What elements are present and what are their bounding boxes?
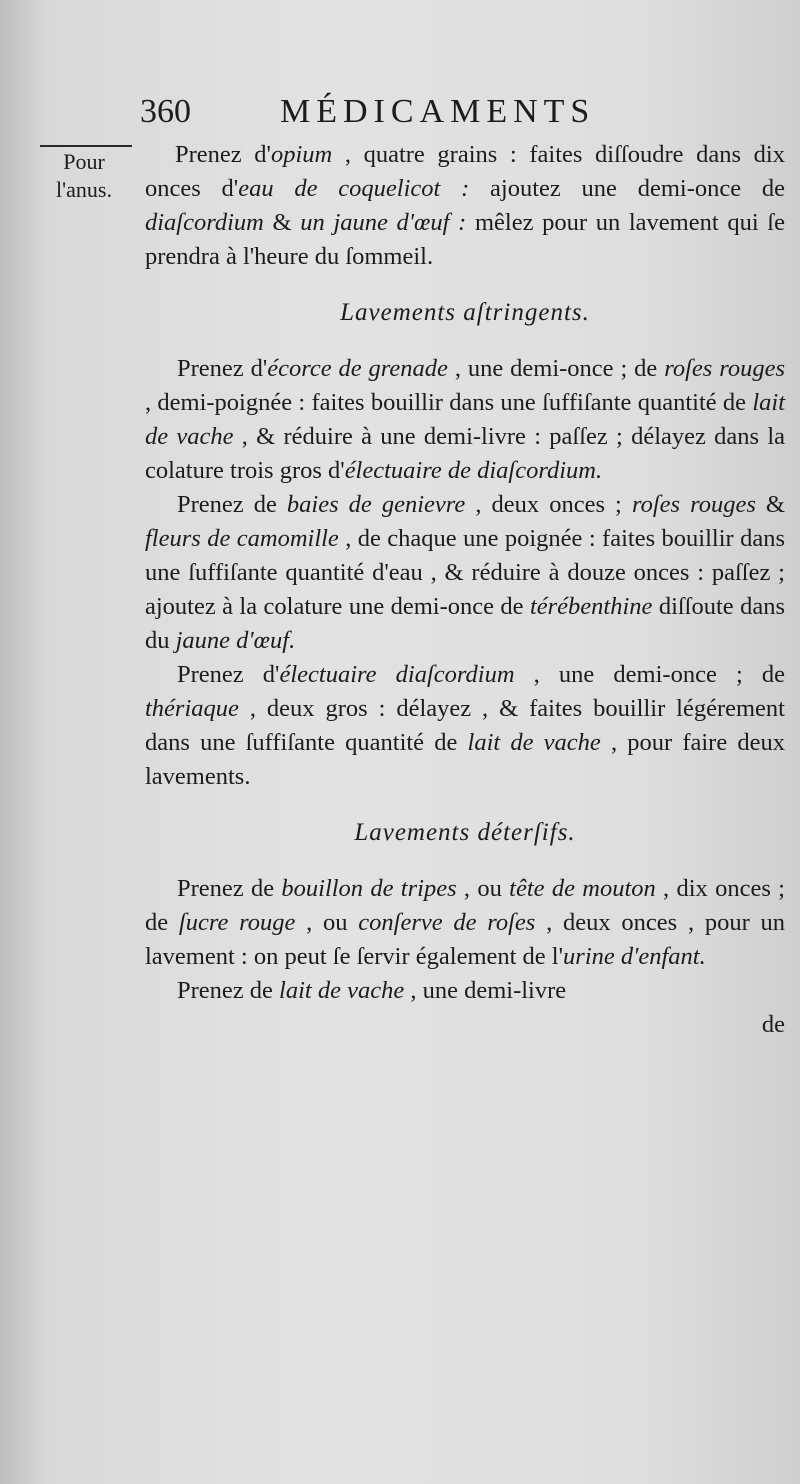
margin-note (34, 148, 134, 204)
paragraph-lait: Prenez de lait de vache , une demi-livre (177, 977, 567, 1004)
margin-rule (40, 145, 132, 147)
paragraph-diascordium: Prenez d'électuaire diaſcordium , une demi-once ; de thériaque , deux gros : délayez , & faites bouillir légérement dans une ſuffiſante quantité de lait de vache , pour faire deux lavements. (145, 661, 786, 790)
section-heading-detersifs: Lavements déterſifs. (354, 819, 576, 846)
section-heading-astringents: Lavements aſtringents. (340, 299, 590, 326)
page-body (145, 138, 785, 1042)
margin-note-line-1: Pour (63, 149, 105, 174)
margin-note-line-2: l'anus. (56, 177, 112, 202)
paragraph-grenade: Prenez d'écorce de grenade , une demi-once ; de roſes rouges , demi-poignée : faites bouillir dans une ſuffiſante quantité de lait de vache , & réduire à une demi-livre : paſſez ; délayez dans la colature trois gros d'électuaire de diaſcordium. (145, 355, 786, 484)
running-header (140, 92, 780, 132)
page-number: 360 (140, 93, 191, 130)
running-title: MÉDICAMENTS (280, 93, 596, 130)
catchword: de (761, 1011, 785, 1038)
paragraph-tripes: Prenez de bouillon de tripes , ou tête de mouton , dix onces ; de ſucre rouge , ou conſerve de roſes , deux onces , pour un lavement : on peut ſe ſervir également de l'urine d'enfant. (145, 875, 786, 970)
paragraph-genievre: Prenez de baies de genievre , deux onces ; roſes rouges & fleurs de camomille , de chaque une poignée : faites bouillir dans une ſuffiſante quantité d'eau , & réduire à douze onces : paſſez ; ajoutez à la colature une demi-once de térébenthine diſſoute dans du jaune d'œuf. (145, 491, 785, 654)
paragraph-opium: Prenez d'opium , quatre grains : faites diſſoudre dans dix onces d'eau de coquelicot : ajoutez une demi-once de diaſcordium & un jaune d'œuf : mêlez pour un lavement qui ſe prendra à l'heure du ſommeil. (145, 141, 785, 270)
